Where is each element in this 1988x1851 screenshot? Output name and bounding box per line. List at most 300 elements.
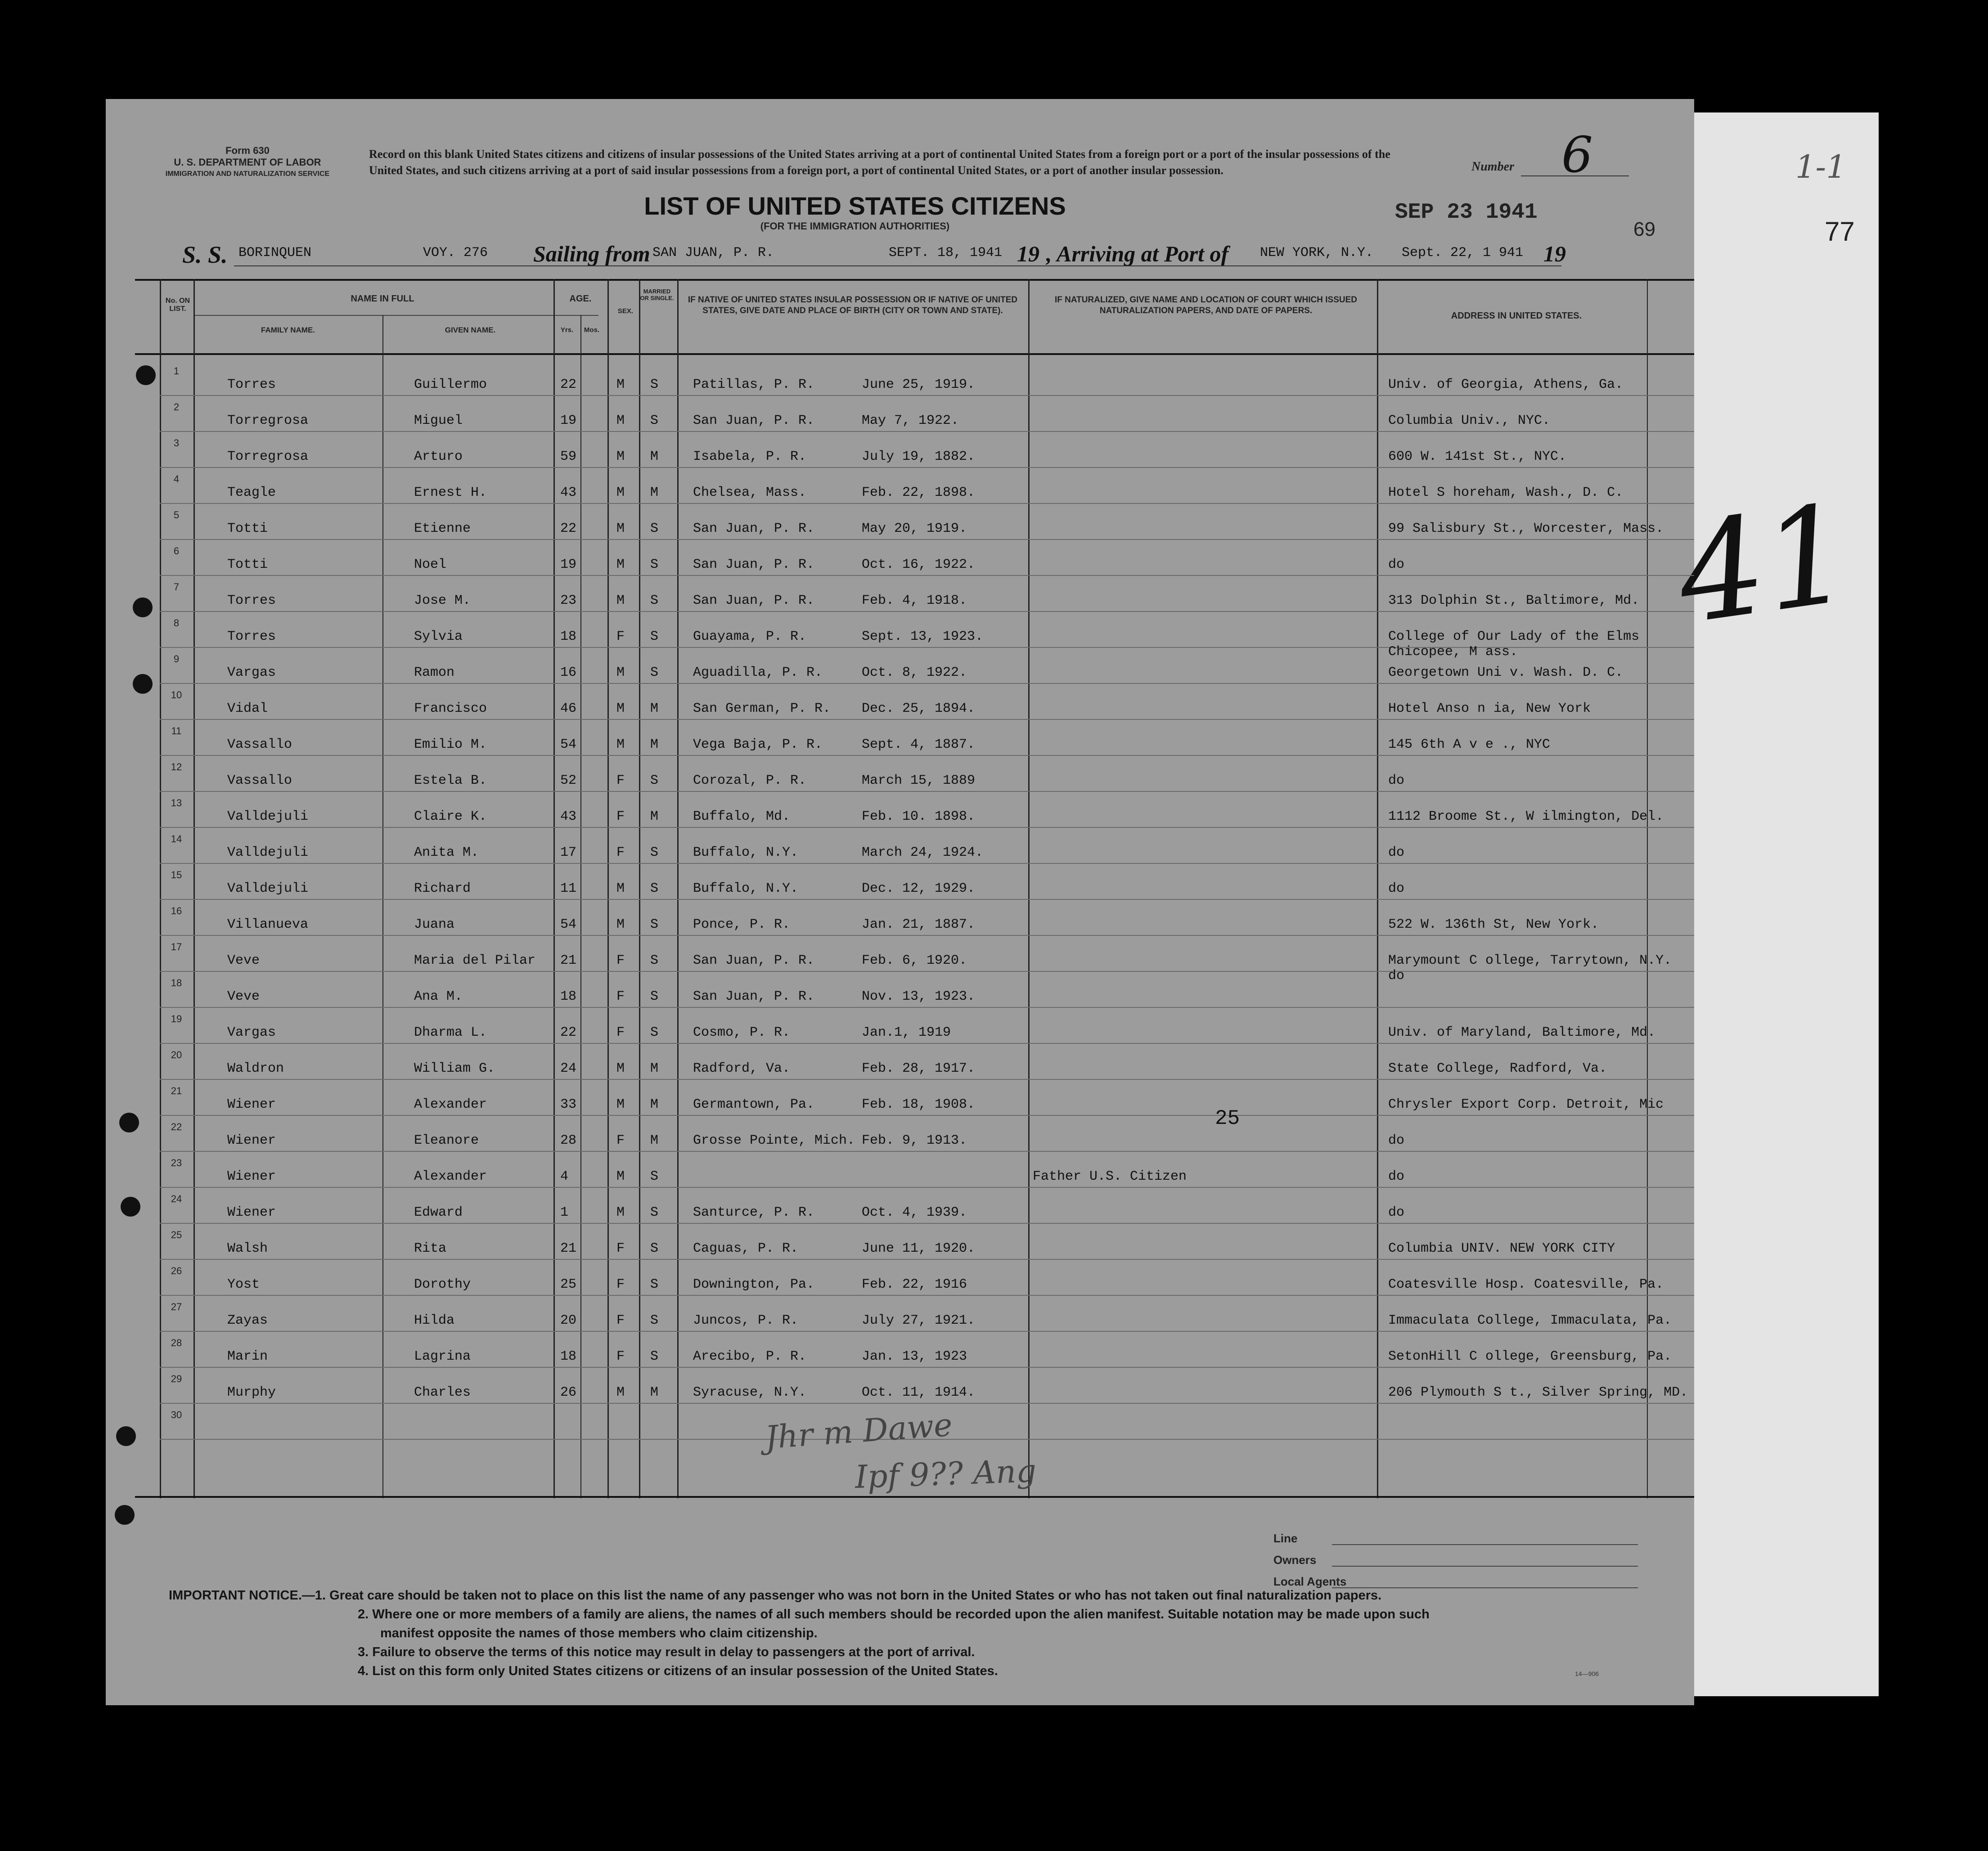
notice-4: 4. List on this form only United States citizens or citizens of an insular possession of the United States. <box>358 1664 998 1678</box>
cell-sex: M <box>616 1385 625 1400</box>
cell-ms: S <box>650 845 659 860</box>
cell-date: June 11, 1920. <box>862 1241 976 1256</box>
strip-handwriting: 1-1 <box>1795 148 1846 185</box>
line-label: Line <box>1273 1532 1298 1545</box>
cell-given: Jose M. <box>414 593 471 608</box>
table-top-border <box>135 279 1694 281</box>
cell-place: Radford, Va. <box>693 1061 791 1076</box>
punch-hole <box>121 1197 140 1217</box>
cell-given: Hilda <box>414 1313 455 1328</box>
cell-no: 24 <box>171 1193 182 1204</box>
cell-age: 17 <box>560 845 577 860</box>
cell-address: SetonHill C ollege, Greensburg, Pa. <box>1388 1349 1672 1364</box>
cell-no: 19 <box>171 1013 182 1024</box>
signature-scrawl-2: Ipf 9?? Ang <box>854 1452 1037 1496</box>
arriving-label: , Arriving at Port of <box>1046 241 1229 266</box>
cell-address: Columbia Univ., NYC. <box>1388 413 1551 428</box>
cell-family: Torregrosa <box>227 449 309 464</box>
cell-address: Chrysler Export Corp. Detroit, Mic <box>1388 1097 1664 1112</box>
cell-given: Charles <box>414 1385 471 1400</box>
cell-family: Vassallo <box>227 773 292 788</box>
cell-sex: F <box>616 1025 625 1040</box>
cell-given: Eleanore <box>414 1133 479 1148</box>
punch-hole <box>133 598 153 617</box>
cell-place: Patillas, P. R. <box>693 377 815 392</box>
cell-no: 30 <box>171 1409 182 1420</box>
cell-date: Oct. 11, 1914. <box>862 1385 976 1400</box>
row-divider <box>160 395 1694 396</box>
row-divider <box>160 1295 1694 1296</box>
cell-address: 522 W. 136th St, New York. <box>1388 917 1599 932</box>
col-header-sex: SEX. <box>617 307 634 315</box>
cell-family: Torres <box>227 593 276 608</box>
cell-sex: F <box>616 1313 625 1328</box>
page-title: LIST OF UNITED STATES CITIZENS <box>644 192 1066 220</box>
row-divider <box>160 755 1694 756</box>
cell-date: May 7, 1922. <box>862 413 959 428</box>
total-annotation: 25 <box>1215 1107 1240 1130</box>
cell-address: Georgetown Uni v. Wash. D. C. <box>1388 665 1624 680</box>
cell-sex: M <box>616 557 625 572</box>
cell-ms: S <box>650 593 659 608</box>
cell-sex: M <box>616 413 625 428</box>
cell-given: Ramon <box>414 665 455 680</box>
cell-age: 26 <box>560 1385 577 1400</box>
cell-no: 1 <box>173 365 180 377</box>
row-divider <box>160 1223 1694 1224</box>
cell-no: 14 <box>171 833 182 845</box>
cell-no: 29 <box>171 1373 182 1384</box>
cell-age: 28 <box>560 1133 577 1148</box>
cell-sex: M <box>616 1169 625 1184</box>
cell-ms: S <box>650 1205 659 1220</box>
sailing-date: SEPT. 18, 1941 <box>889 245 1003 261</box>
cell-sex: M <box>616 485 625 500</box>
table-bottom-border <box>135 1496 1694 1498</box>
cell-place: San German, P. R. <box>693 701 831 716</box>
cell-date: March 24, 1924. <box>862 845 984 860</box>
cell-place: San Juan, P. R. <box>693 413 815 428</box>
row-divider <box>160 467 1694 468</box>
cell-family: Vargas <box>227 665 276 680</box>
cell-given: Guillermo <box>414 377 487 392</box>
cell-age: 33 <box>560 1097 577 1112</box>
rule-birth <box>1028 279 1030 1498</box>
cell-address: Coatesville Hosp. Coatesville, Pa. <box>1388 1277 1664 1292</box>
agents-label: Local Agents <box>1273 1575 1347 1588</box>
cell-place: Aguadilla, P. R. <box>693 665 823 680</box>
rule-yrs <box>580 315 581 1498</box>
cell-ms: S <box>650 1313 659 1328</box>
line-field <box>1332 1544 1638 1545</box>
cell-address: do <box>1388 557 1405 572</box>
cell-sex: M <box>616 917 625 932</box>
cell-no: 27 <box>171 1301 182 1312</box>
col-header-given: GIVEN NAME. <box>445 326 496 334</box>
cell-no: 12 <box>171 761 182 773</box>
cell-address: do <box>1388 1169 1405 1184</box>
name-subheader-line <box>193 315 598 316</box>
page-number: 69 <box>1633 218 1655 240</box>
row-divider <box>160 1079 1694 1080</box>
row-divider <box>160 791 1694 792</box>
voyage-number: VOY. 276 <box>423 245 488 261</box>
cell-address: Hotel S horeham, Wash., D. C. <box>1388 485 1624 500</box>
cell-place: Corozal, P. R. <box>693 773 807 788</box>
cell-ms: M <box>650 485 659 500</box>
row-divider <box>160 503 1694 504</box>
cell-date: July 19, 1882. <box>862 449 976 464</box>
cell-ms: S <box>650 413 659 428</box>
row-divider <box>160 1259 1694 1260</box>
cell-sex: F <box>616 1241 625 1256</box>
cell-given: Claire K. <box>414 809 487 824</box>
date-stamp: SEP 23 1941 <box>1395 200 1538 225</box>
cell-given: Miguel <box>414 413 463 428</box>
cell-family: Walsh <box>227 1241 268 1256</box>
cell-date: Sept. 4, 1887. <box>862 737 976 752</box>
cell-ms: S <box>650 881 659 896</box>
cell-date: Jan.1, 1919 <box>862 1025 951 1040</box>
cell-family: Totti <box>227 557 268 572</box>
cell-place: Arecibo, P. R. <box>693 1349 807 1364</box>
cell-date: Feb. 9, 1913. <box>862 1133 967 1148</box>
col-header-mos: Mos. <box>584 326 600 334</box>
cell-sex: F <box>616 629 625 644</box>
cell-address: Hotel Anso n ia, New York <box>1388 701 1591 716</box>
cell-date: Oct. 4, 1939. <box>862 1205 967 1220</box>
cell-age: 18 <box>560 1349 577 1364</box>
cell-family: Murphy <box>227 1385 276 1400</box>
sailing-port: SAN JUAN, P. R. <box>652 245 774 261</box>
cell-given: Dharma L. <box>414 1025 487 1040</box>
col-header-birth: IF NATIVE OF UNITED STATES INSULAR POSSESSION OR IF NATIVE OF UNITED STATES, GIVE DATE AND PLACE OF BIRTH (CITY OR TOWN AND STATE). <box>688 295 1018 315</box>
cell-nat: Father U.S. Citizen <box>1033 1169 1187 1184</box>
cell-ms: S <box>650 953 659 968</box>
cell-given: Sylvia <box>414 629 463 644</box>
handwritten-tally: 41 <box>1668 475 1861 654</box>
cell-given: Lagrina <box>414 1349 471 1364</box>
cell-date: Feb. 22, 1916 <box>862 1277 967 1292</box>
notice-3: 3. Failure to observe the terms of this notice may result in delay to passengers at the port of arrival. <box>358 1645 975 1659</box>
number-value: 6 <box>1561 126 1593 184</box>
cell-family: Veve <box>227 989 260 1004</box>
row-divider <box>160 1187 1694 1188</box>
cell-date: Jan. 13, 1923 <box>862 1349 967 1364</box>
row-divider <box>160 575 1694 576</box>
cell-no: 9 <box>173 653 180 665</box>
cell-address: 99 Salisbury St., Worcester, Mass. <box>1388 521 1664 536</box>
cell-sex: M <box>616 449 625 464</box>
cell-place: Chelsea, Mass. <box>693 485 807 500</box>
cell-no: 22 <box>171 1121 182 1132</box>
row-divider <box>160 1367 1694 1368</box>
cell-no: 13 <box>171 797 182 809</box>
cell-ms: M <box>650 1133 659 1148</box>
notice-1: IMPORTANT NOTICE.—1. Great care should be taken not to place on this list the name of any passenger who was not born in the United States or who has not taken out final naturalization papers. <box>169 1588 1382 1603</box>
notice-2: 2. Where one or more members of a family are aliens, the names of all such members should be recorded upon the alien manifest. Suitable notation may be made upon such <box>358 1607 1430 1622</box>
cell-sex: F <box>616 845 625 860</box>
cell-sex: F <box>616 1349 625 1364</box>
punch-hole <box>119 1113 139 1132</box>
cell-ms: S <box>650 1277 659 1292</box>
punch-hole <box>136 365 156 385</box>
cell-address: 1112 Broome St., W ilmington, Del. <box>1388 809 1664 824</box>
cell-age: 21 <box>560 953 577 968</box>
cell-place: Isabela, P. R. <box>693 449 807 464</box>
cell-ms: S <box>650 557 659 572</box>
cell-address: do <box>1388 845 1405 860</box>
cell-given: Etienne <box>414 521 471 536</box>
cell-family: Torres <box>227 377 276 392</box>
row-divider <box>160 1403 1694 1404</box>
cell-place: Buffalo, N.Y. <box>693 881 799 896</box>
cell-ms: S <box>650 1241 659 1256</box>
cell-age: 23 <box>560 593 577 608</box>
cell-sex: M <box>616 1061 625 1076</box>
rule-sex <box>639 279 640 1498</box>
year-suffix-2: 19 <box>1543 241 1566 266</box>
cell-given: Juana <box>414 917 455 932</box>
cell-sex: M <box>616 701 625 716</box>
cell-family: Totti <box>227 521 268 536</box>
cell-sex: M <box>616 881 625 896</box>
cell-address: 313 Dolphin St., Baltimore, Md. <box>1388 593 1640 608</box>
cell-given: Anita M. <box>414 845 479 860</box>
cell-date: Feb. 10. 1898. <box>862 809 976 824</box>
cell-given: Dorothy <box>414 1277 471 1292</box>
cell-family: Valldejuli <box>227 881 309 896</box>
cell-place: Guayama, P. R. <box>693 629 807 644</box>
cell-family: Wiener <box>227 1169 276 1184</box>
cell-place: San Juan, P. R. <box>693 953 815 968</box>
cell-family: Veve <box>227 953 260 968</box>
cell-place: Buffalo, Md. <box>693 809 791 824</box>
cell-ms: S <box>650 521 659 536</box>
owners-field <box>1332 1566 1638 1567</box>
cell-date: June 25, 1919. <box>862 377 976 392</box>
cell-age: 19 <box>560 413 577 428</box>
cell-age: 54 <box>560 917 577 932</box>
cell-sex: M <box>616 1097 625 1112</box>
cell-given: Rita <box>414 1241 447 1256</box>
row-divider <box>160 1331 1694 1332</box>
cell-address: do <box>1388 1133 1405 1148</box>
important-notice <box>169 1586 1699 1680</box>
cell-family: Villanueva <box>227 917 309 932</box>
cell-address: Columbia UNIV. NEW YORK CITY <box>1388 1241 1615 1256</box>
punch-hole <box>116 1426 136 1446</box>
cell-address: do <box>1388 881 1405 896</box>
cell-sex: M <box>616 377 625 392</box>
department: U. S. DEPARTMENT OF LABOR <box>174 157 321 168</box>
cell-address: do <box>1388 1205 1405 1220</box>
cell-sex: M <box>616 521 625 536</box>
cell-no: 6 <box>173 545 180 557</box>
notice-2b: manifest opposite the names of those members who claim citizenship. <box>380 1626 818 1640</box>
cell-no: 23 <box>171 1157 182 1168</box>
cell-ms: M <box>650 737 659 752</box>
cell-family: Vidal <box>227 701 268 716</box>
cell-family: Valldejuli <box>227 809 309 824</box>
col-header-married: MARRIED OR SINGLE. <box>640 288 674 301</box>
cell-date: March 15, 1889 <box>862 773 976 788</box>
cell-no: 17 <box>171 941 182 952</box>
cell-age: 18 <box>560 629 577 644</box>
cell-no: 21 <box>171 1085 182 1096</box>
cell-no: 2 <box>173 401 180 413</box>
cell-place: Grosse Pointe, Mich. <box>693 1133 855 1148</box>
record-instructions: Record on this blank United States citizens and citizens of insular possessions of the United States arriving at a port of continental United States from a foreign port or a port of the insular possessions of the United States, and such citizens arriving at a port of said insular possessions from a foreign port, a port of continental United States, or a port of another insular possession. <box>369 148 1390 177</box>
cell-date: Oct. 8, 1922. <box>862 665 967 680</box>
col-header-address: ADDRESS IN UNITED STATES. <box>1451 311 1582 321</box>
cell-address: 145 6th A v e ., NYC <box>1388 737 1551 752</box>
cell-given: Alexander <box>414 1169 487 1184</box>
cell-ms: M <box>650 1097 659 1112</box>
col-header-age: AGE. <box>569 294 592 304</box>
cell-sex: F <box>616 1277 625 1292</box>
cell-given: Maria del Pilar <box>414 953 536 968</box>
cell-given: Francisco <box>414 701 487 716</box>
cell-age: 24 <box>560 1061 577 1076</box>
col-header-name: NAME IN FULL <box>351 294 414 304</box>
cell-date: Feb. 22, 1898. <box>862 485 976 500</box>
cell-no: 4 <box>173 473 180 485</box>
col-header-yrs: Yrs. <box>560 326 574 334</box>
cell-date: Jan. 21, 1887. <box>862 917 976 932</box>
row-divider <box>160 1151 1694 1152</box>
cell-no: 16 <box>171 905 182 917</box>
cell-ms: S <box>650 773 659 788</box>
cell-ms: M <box>650 809 659 824</box>
cell-family: Torregrosa <box>227 413 309 428</box>
cell-given: Emilio M. <box>414 737 487 752</box>
cell-address2: Chicopee, M ass. <box>1388 644 1518 660</box>
row-divider <box>160 1007 1694 1008</box>
strip-number: 77 <box>1825 216 1855 247</box>
cell-no: 11 <box>171 725 182 737</box>
cell-age: 4 <box>560 1169 569 1184</box>
rule-family <box>382 315 383 1498</box>
cell-place: Syracuse, N.Y. <box>693 1385 807 1400</box>
cell-no: 18 <box>171 977 182 988</box>
cell-family: Vassallo <box>227 737 292 752</box>
cell-date: Dec. 25, 1894. <box>862 701 976 716</box>
cell-age: 43 <box>560 809 577 824</box>
cell-family: Vargas <box>227 1025 276 1040</box>
cell-age: 16 <box>560 665 577 680</box>
cell-address: Immaculata College, Immaculata, Pa. <box>1388 1313 1672 1328</box>
form-code: 14—906 <box>1575 1670 1599 1677</box>
cell-address2: do <box>1388 968 1405 984</box>
cell-sex: F <box>616 773 625 788</box>
cell-given: Alexander <box>414 1097 487 1112</box>
cell-date: Feb. 18, 1908. <box>862 1097 976 1112</box>
cell-date: July 27, 1921. <box>862 1313 976 1328</box>
cell-age: 1 <box>560 1205 569 1220</box>
cell-given: Ernest H. <box>414 485 487 500</box>
cell-date: May 20, 1919. <box>862 521 967 536</box>
cell-ms: S <box>650 1349 659 1364</box>
ship-name: BORINQUEN <box>238 245 312 261</box>
cell-no: 7 <box>173 581 180 593</box>
cell-ms: M <box>650 1385 659 1400</box>
cell-age: 43 <box>560 485 577 500</box>
cell-place: San Juan, P. R. <box>693 521 815 536</box>
punch-hole <box>133 674 153 694</box>
cell-ms: S <box>650 377 659 392</box>
arrival-date: Sept. 22, 1 941 <box>1402 245 1524 261</box>
number-label: Number <box>1471 160 1514 174</box>
cell-address: College of Our Lady of the Elms <box>1388 629 1640 644</box>
cell-no: 20 <box>171 1049 182 1060</box>
cell-sex: M <box>616 665 625 680</box>
cell-age: 22 <box>560 521 577 536</box>
col-header-naturalized: IF NATURALIZED, GIVE NAME AND LOCATION OF COURT WHICH ISSUED NATURALIZATION PAPERS, AND DATE OF PAPERS. <box>1054 295 1357 315</box>
cell-date: Feb. 4, 1918. <box>862 593 967 608</box>
cell-address: Univ. of Maryland, Baltimore, Md. <box>1388 1025 1656 1040</box>
owners-label: Owners <box>1273 1553 1317 1567</box>
cell-age: 46 <box>560 701 577 716</box>
row-divider <box>160 899 1694 900</box>
form-number: Form 630 <box>225 145 270 156</box>
cell-ms: S <box>650 665 659 680</box>
side-strip <box>1694 112 1879 1696</box>
cell-address: 206 Plymouth S t., Silver Spring, MD. <box>1388 1385 1688 1400</box>
cell-address: 600 W. 141st St., NYC. <box>1388 449 1567 464</box>
arrival-port: NEW YORK, N.Y. <box>1260 245 1374 261</box>
cell-date: Nov. 13, 1923. <box>862 989 976 1004</box>
cell-address: do <box>1388 773 1405 788</box>
cell-ms: S <box>650 917 659 932</box>
cell-place: Vega Baja, P. R. <box>693 737 823 752</box>
cell-no: 8 <box>173 617 180 629</box>
cell-sex: F <box>616 989 625 1004</box>
cell-address: State College, Radford, Va. <box>1388 1061 1607 1076</box>
cell-given: Ana M. <box>414 989 463 1004</box>
cell-age: 21 <box>560 1241 577 1256</box>
row-divider <box>160 935 1694 936</box>
rule-left <box>160 279 161 1498</box>
cell-place: San Juan, P. R. <box>693 593 815 608</box>
cell-age: 22 <box>560 1025 577 1040</box>
col-header-no: No. ON LIST. <box>165 297 190 313</box>
cell-place: Juncos, P. R. <box>693 1313 799 1328</box>
service: IMMIGRATION AND NATURALIZATION SERVICE <box>165 170 330 178</box>
cell-sex: M <box>616 593 625 608</box>
row-divider <box>160 1115 1694 1116</box>
cell-family: Marin <box>227 1349 268 1364</box>
cell-family: Wiener <box>227 1097 276 1112</box>
cell-ms: S <box>650 1025 659 1040</box>
cell-date: Feb. 28, 1917. <box>862 1061 976 1076</box>
cell-place: Buffalo, N.Y. <box>693 845 799 860</box>
row-divider <box>160 827 1694 828</box>
cell-age: 59 <box>560 449 577 464</box>
cell-date: Dec. 12, 1929. <box>862 881 976 896</box>
row-divider <box>160 1043 1694 1044</box>
cell-ms: S <box>650 1169 659 1184</box>
cell-family: Valldejuli <box>227 845 309 860</box>
cell-no: 3 <box>173 437 180 449</box>
cell-family: Waldron <box>227 1061 284 1076</box>
rule-age <box>607 279 609 1498</box>
cell-given: William G. <box>414 1061 495 1076</box>
year-suffix-1: 19 <box>1017 241 1039 266</box>
cell-sex: M <box>616 1205 625 1220</box>
cell-family: Zayas <box>227 1313 268 1328</box>
cell-place: Santurce, P. R. <box>693 1205 815 1220</box>
